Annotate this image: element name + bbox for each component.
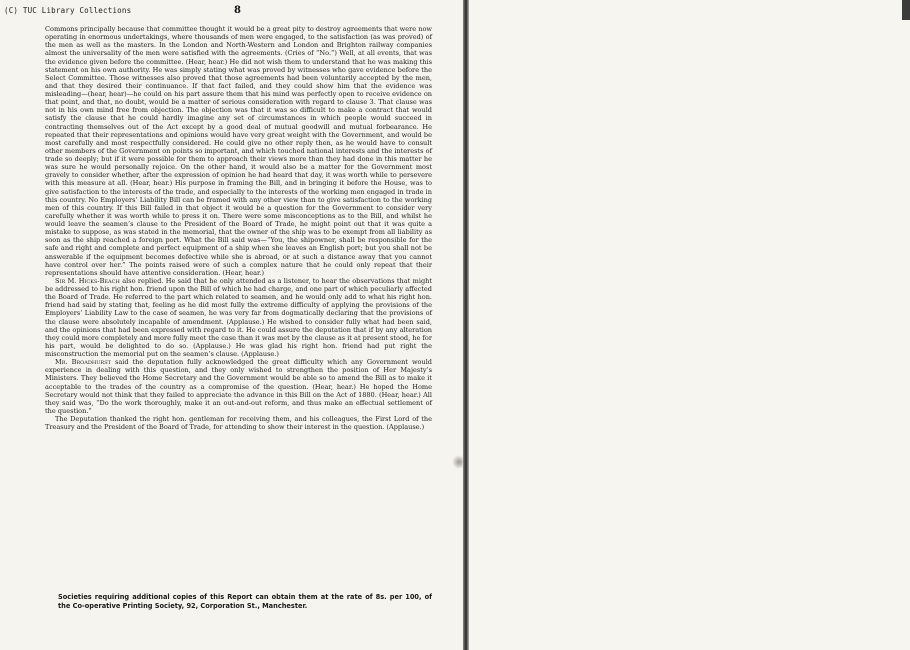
speaker-name: Mr. Broadhurst bbox=[55, 358, 111, 367]
collection-label: (C) TUC Library Collections bbox=[4, 6, 132, 15]
paragraph-hicks-beach-reply bbox=[45, 277, 432, 358]
right-page-blank bbox=[469, 0, 910, 650]
report-body-text bbox=[45, 25, 432, 431]
paragraph-broadhurst-reply bbox=[45, 358, 432, 415]
paragraph-home-secretary-reply: Commons principally because that committee thought it would be a great pity to destroy agreements that were now operating in enormous undertakings, where thousands of men were engaged, to the satisfaction (as was proved) of the men as well as the masters. In the London and North-Western and London and Brighton railway companies almost the universality of the men were satisfied with the agreements. (Cries of “No.”) Well, at all events, that was the evidence given before the committee. (Hear, hear.) He did not wish them to understand that he was making this statement on his own authority. He was simply stating what was proved by witnesses who gave evidence before the Select Committee. Those witnesses also proved that those agreements had been voluntarily accepted by the men, and that they desired their continuance. If that fact failed, and they could show him that the evidence was misleading—(hear, hear)—he could on his part assure them that his mind was perfectly open to receive evidence on that point, and that, no doubt, would be a matter of serious consideration with regard to clause 3. That clause was not in his own mind free from objection. The objection was that it was so difficult to make a contract that would satisfy the clause that he could hardly imagine any set of circumstances in which people would succeed in contracting themselves out of the Act except by a good deal of mutual goodwill and mutual forbearance. He repeated that their representations and opinions would have very great weight with the Government, and would be most carefully and most respectfully considered. He could give no other reply then, as he would have to consult other members of the Government on points so important, and which touched national interests and the interests of trade so deeply; but if it were possible for them to approach their views more than they had done in this matter he was sure he would personally rejoice. On the other hand, it would also be a matter for the Government most gravely to consider whether, after the expression of opinion he had heard that day, it was worth while to persevere with this measure at all. (Hear, hear.) His purpose in framing the Bill, and in bringing it before the House, was to give satisfaction to the interests of the trade, and especially to the interests of the working men engaged in trade in this country. No Employers’ Liability Bill can be framed with any other view than to give satisfaction to the working men of this country. If this Bill failed in that object it would be a question for the Government to consider very carefully whether it was worth while to press it on. There were some misconceptions as to the Bill, and whilst he would leave the seamen’s clause to the President of the Board of Trade, he might point out that it was quite a mistake to suppose, as was stated in the memorial, that the owner of the ship was to be exempt from all liability as soon as the ship reached a foreign port. What the Bill said was—“You, the shipowner, shall be responsible for the safe and right and complete and perfect equipment of a ship when she leaves an English port; but you shall not be answerable if the equipment becomes defective while she is abroad, or at such a distance away that you cannot have control over her.” The points raised were of such a complex nature that he could only repeat that their representations should have attentive consideration. (Hear, hear.) bbox=[45, 25, 432, 277]
paragraph-text: also replied. He said that he only attended as a listener, to hear the observations that might be addressed to his right hon. friend upon the Bill of which he had charge, and one part of which peculiarly affected the Board of Trade. He referred to the part which related to seamen, and he would only add to what his right hon. friend had said by stating that, feeling as he did most fully the extreme difficulty of applying the provisions of the Employers’ Liability Law to the case of seamen, he was very far from dogmatically declaring that the provisions of the clause were absolutely incapable of amendment. (Applause.) He wished to consider fully what had been said, and the opinions that had been expressed with regard to it. He could assure the deputation that if by any alteration they could more completely and more fully meet the case than it was met by the clause as it at present stood, he for his part, would be delighted to do so. (Applause.) He was glad his right hon. friend had put right the misconstruction the memorial put on the seamen’s clause. (Applause.) bbox=[45, 276, 432, 358]
speaker-name: Sir M. Hicks-Beach bbox=[55, 276, 120, 285]
paragraph-text: said the deputation fully acknowledged the great difficulty which any Government would experience in dealing with this question, and they only wished to strengthen the position of Her Majesty’s Ministers. They believed the Home Secretary and the Government would be able so to amend the Bill as to make it acceptable to the trades of the country as a compromise of the question. (Hear, hear.) He hoped the Home Secretary would not think that they failed to appreciate the advance in this Bill on the Act of 1880. (Hear, hear.) All they said was, “Do the work thoroughly, make it an out-and-out reform, and thus make an effectual settlement of the question.” bbox=[45, 358, 433, 415]
paragraph-deputation-thanks: The Deputation thanked the right hon. gentleman for receiving them, and his colleagues, the First Lord of the Treasury and the President of the Board of Trade, for attending to show their interest in the question. (Applause.) bbox=[45, 415, 432, 432]
copies-notice: Societies requiring additional copies of this Report can obtain them at the rate of 8s. per 100, of the Co-operative Printing Society, 92, Corporation St., Manchester. bbox=[58, 593, 432, 610]
page-number: 8 bbox=[234, 5, 241, 16]
page-edge-mark bbox=[902, 0, 910, 20]
